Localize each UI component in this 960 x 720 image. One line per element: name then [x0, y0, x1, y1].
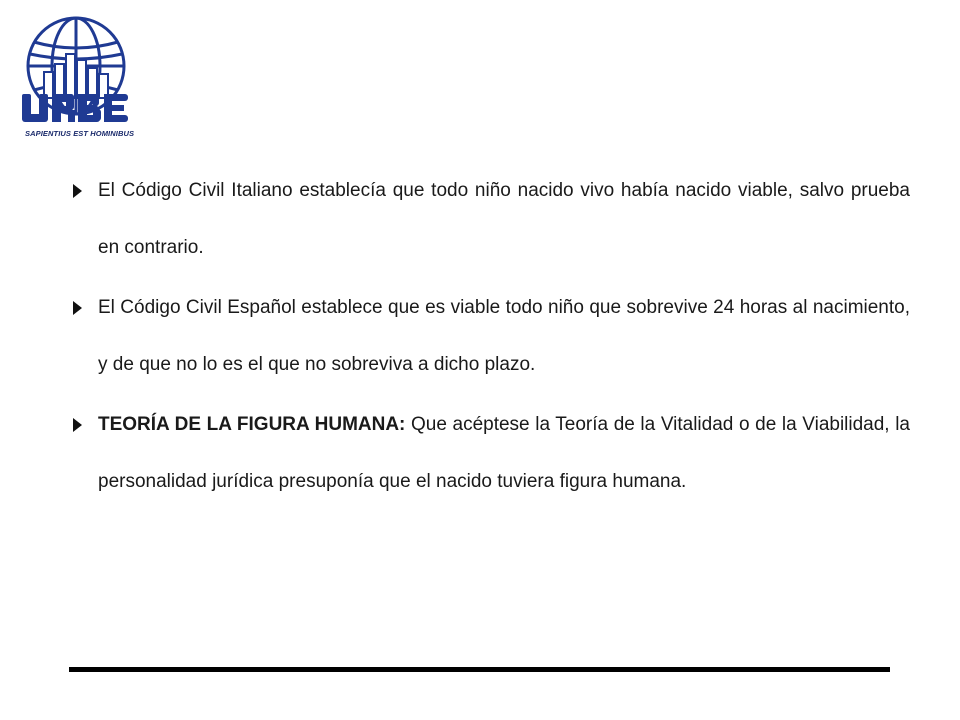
bottom-divider — [69, 667, 890, 672]
bullet-text: El Código Civil Italiano establecía que todo niño nacido vivo había nacido viable, salvo prueba en contrario. — [98, 180, 910, 258]
triangle-bullet-icon — [73, 418, 82, 432]
triangle-bullet-icon — [73, 184, 82, 198]
triangle-bullet-icon — [73, 301, 82, 315]
university-logo — [20, 14, 135, 140]
bullet-bold-text: TEORÍA DE LA FIGURA HUMANA: — [98, 414, 406, 435]
bullet-list — [70, 162, 910, 513]
bullet-item-2 — [70, 279, 910, 393]
globe-city-logo-icon — [20, 14, 132, 130]
bullet-item-3 — [70, 396, 910, 510]
bullet-text: Que acéptese la Teoría de la Vitalidad o de la Viabilidad, la personalidad jurídica presuponía que el nacido tuviera figura humana. — [98, 414, 910, 492]
logo-motto: SAPIENTIUS EST HOMINIBUS — [25, 129, 135, 138]
bullet-item-1 — [70, 162, 910, 276]
bullet-text: El Código Civil Español establece que es viable todo niño que sobrevive 24 horas al nacimiento, y de que no lo es el que no sobreviva a dicho plazo. — [98, 297, 910, 375]
